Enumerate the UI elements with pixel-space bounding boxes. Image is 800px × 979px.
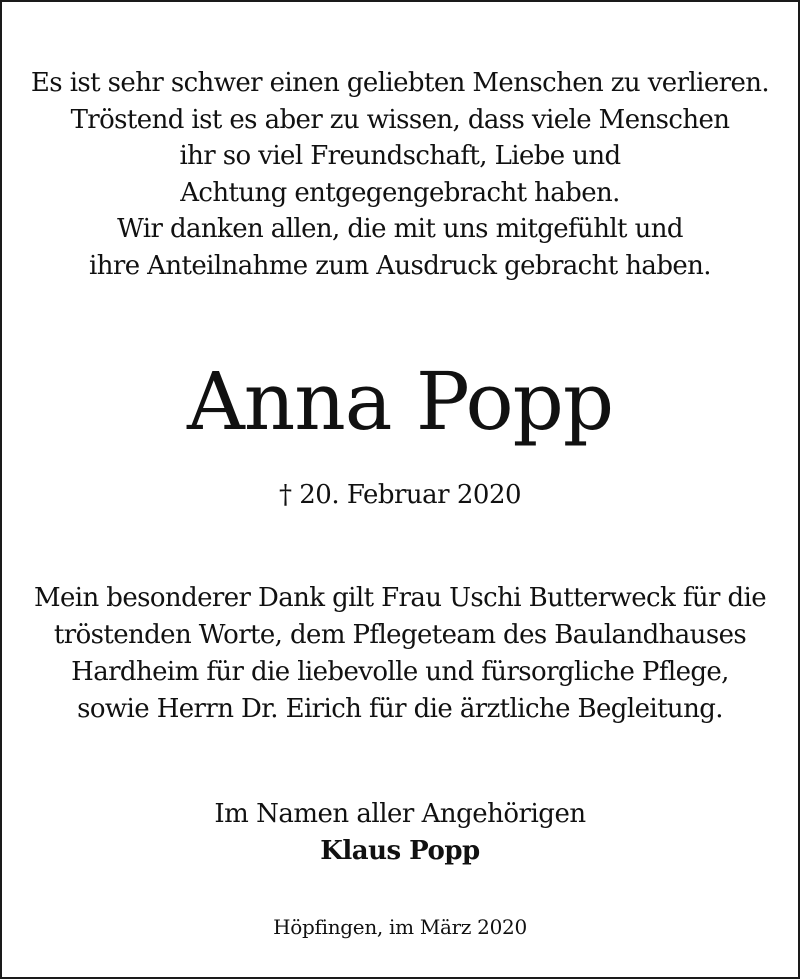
thanks-line: tröstenden Worte, dem Pflegeteam des Baulandhauses: [53, 620, 747, 650]
intro-line: Es ist sehr schwer einen geliebten Menschen zu verlieren.: [30, 68, 770, 98]
intro-line: ihre Anteilnahme zum Ausdruck gebracht haben.: [89, 250, 711, 281]
signature-intro: Im Namen aller Angehörigen: [214, 799, 586, 829]
intro-text: [2, 65, 798, 284]
signer-name: Klaus Popp: [320, 836, 480, 866]
thanks-line: sowie Herrn Dr. Eirich für die ärztliche Begleitung.: [77, 694, 723, 724]
thanks-line: Hardheim für die liebevolle und fürsorgliche Pflege,: [71, 657, 729, 687]
thanks-text: [2, 580, 798, 728]
intro-line: Achtung entgegengebracht haben.: [180, 177, 620, 208]
intro-line: ihr so viel Freundschaft, Liebe und: [179, 141, 621, 171]
deceased-name: Anna Popp: [186, 355, 614, 448]
place-date: Höpfingen, im März 2020: [273, 915, 527, 939]
intro-line: Wir danken allen, die mit uns mitgefühlt und: [117, 214, 683, 244]
intro-line: Tröstend ist es aber zu wissen, dass viele Menschen: [70, 104, 730, 135]
death-date: † 20. Februar 2020: [278, 480, 522, 510]
thanks-line: Mein besonderer Dank gilt Frau Uschi Butterweck für die: [33, 583, 767, 613]
